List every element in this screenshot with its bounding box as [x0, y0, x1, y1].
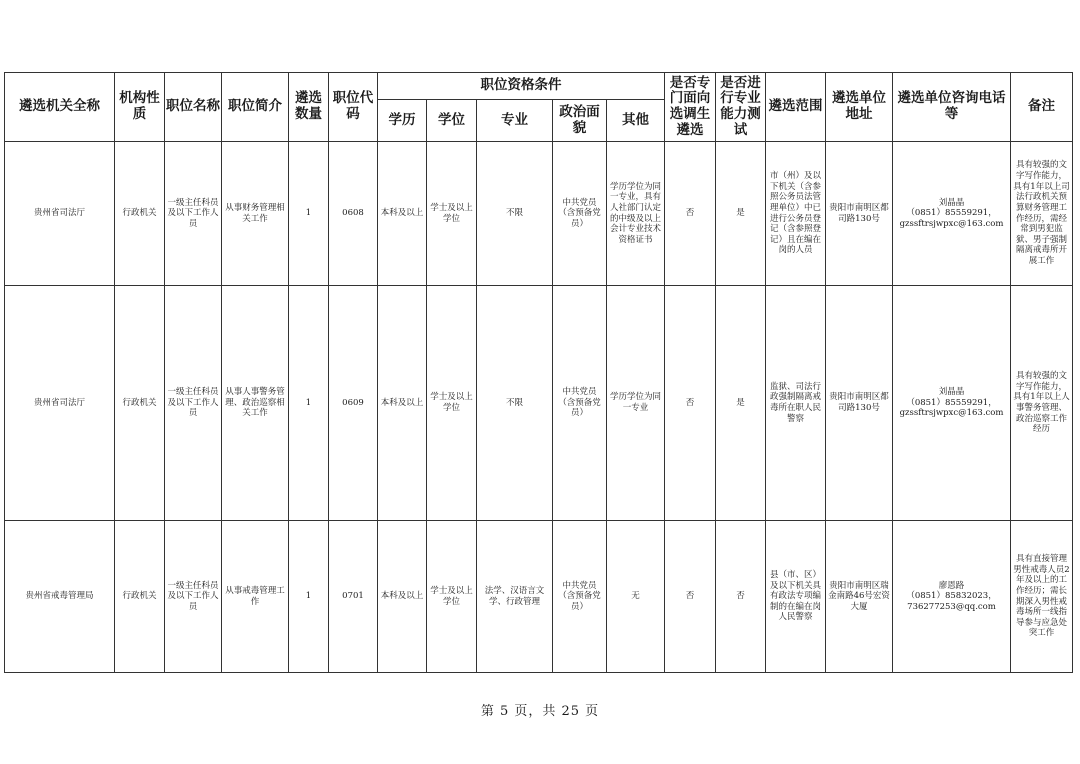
cell-nature: 行政机关: [115, 521, 165, 673]
header-political: 政治面貌: [553, 100, 607, 142]
cell-org: 贵州省司法厅: [5, 286, 115, 521]
cell-count: 1: [289, 286, 329, 521]
cell-test: 是: [716, 286, 766, 521]
contact-email: 736277253@qq.com: [907, 601, 996, 612]
contact-phone: （0851）85559291，: [906, 397, 997, 408]
cell-code: 0609: [329, 286, 378, 521]
cell-phone: [893, 286, 1011, 521]
header-degree: 学位: [427, 100, 477, 142]
cell-scope: 市（州）及以下机关（含参照公务员法管理单位）中已进行公务员登记（含参照登记）且在编在岗的人员: [766, 142, 826, 286]
cell-special: 否: [665, 142, 716, 286]
cell-test: 否: [716, 521, 766, 673]
contact-email: gzssftrsjwpxc@163.com: [899, 218, 1004, 229]
header-remark: 备注: [1011, 73, 1073, 142]
header-address: 遴选单位地址: [826, 73, 893, 142]
cell-code: 0701: [329, 521, 378, 673]
header-phone: 遴选单位咨询电话等: [893, 73, 1011, 142]
cell-code: 0608: [329, 142, 378, 286]
cell-political: 中共党员（含预备党员）: [553, 286, 607, 521]
cell-special: 否: [665, 286, 716, 521]
cell-edu: 本科及以上: [378, 142, 427, 286]
cell-intro: 从事戒毒管理工作: [222, 521, 289, 673]
cell-address: 贵阳市南明区瑞金南路46号宏资大厦: [826, 521, 893, 673]
header-title: 职位名称: [165, 73, 222, 142]
table-row: [5, 142, 1073, 286]
contact-name: 刘晶晶: [938, 387, 965, 398]
cell-remark: 具有直接管理男性戒毒人员2年及以上的工作经历；需长期深入男性戒毒场所一线指导参与应急处突工作: [1011, 521, 1073, 673]
header-qualifications: 职位资格条件: [378, 73, 665, 100]
cell-address: 贵阳市南明区都司路130号: [826, 142, 893, 286]
contact-phone: （0851）85559291，: [906, 208, 997, 219]
cell-title: 一级主任科员及以下工作人员: [165, 142, 222, 286]
header-test: 是否进行专业能力测试: [716, 73, 766, 142]
header-intro: 职位简介: [222, 73, 289, 142]
cell-edu: 本科及以上: [378, 521, 427, 673]
cell-nature: 行政机关: [115, 142, 165, 286]
header-edu: 学历: [378, 100, 427, 142]
cell-phone: [893, 521, 1011, 673]
contact-name: 刘晶晶: [938, 197, 965, 208]
table-row: [5, 521, 1073, 673]
cell-scope: 监狱、司法行政强制隔离戒毒所在职人民警察: [766, 286, 826, 521]
cell-degree: 学士及以上学位: [427, 286, 477, 521]
contact-email: gzssftrsjwpxc@163.com: [899, 408, 1004, 419]
cell-edu: 本科及以上: [378, 286, 427, 521]
header-major: 专业: [477, 100, 553, 142]
cell-count: 1: [289, 521, 329, 673]
cell-special: 否: [665, 521, 716, 673]
cell-political: 中共党员（含预备党员）: [553, 521, 607, 673]
cell-scope: 县（市、区）及以下机关具有政法专项编制的在编在岗人民警察: [766, 521, 826, 673]
cell-major: 不限: [477, 142, 553, 286]
cell-test: 是: [716, 142, 766, 286]
header-other: 其他: [607, 100, 665, 142]
cell-address: 贵阳市南明区都司路130号: [826, 286, 893, 521]
cell-other: 无: [607, 521, 665, 673]
cell-degree: 学士及以上学位: [427, 142, 477, 286]
cell-major: 不限: [477, 286, 553, 521]
cell-count: 1: [289, 142, 329, 286]
cell-phone: [893, 142, 1011, 286]
header-special: 是否专门面向选调生遴选: [665, 73, 716, 142]
cell-remark: 具有较强的文字写作能力，具有1年以上司法行政机关预算财务管理工作经历，需经常到男犯监狱、男子强制隔离戒毒所开展工作: [1011, 142, 1073, 286]
page-footer: 第 5 页，共 25 页: [480, 704, 600, 719]
cell-nature: 行政机关: [115, 286, 165, 521]
cell-title: 一级主任科员及以下工作人员: [165, 521, 222, 673]
cell-remark: 具有较强的文字写作能力，具有1年以上人事警务管理、政治巡察工作经历: [1011, 286, 1073, 521]
header-scope: 遴选范围: [766, 73, 826, 142]
cell-other: 学历学位为同一专业，具有人社部门认定的中级及以上会计专业技术资格证书: [607, 142, 665, 286]
header-code: 职位代码: [329, 73, 378, 142]
cell-major: 法学、汉语言文学、行政管理: [477, 521, 553, 673]
recruitment-table: [4, 72, 1073, 673]
cell-degree: 学士及以上学位: [427, 521, 477, 673]
table-row: [5, 286, 1073, 521]
header-count: 遴选数量: [289, 73, 329, 142]
header-nature: 机构性质: [115, 73, 165, 142]
cell-org: 贵州省司法厅: [5, 142, 115, 286]
cell-title: 一级主任科员及以下工作人员: [165, 286, 222, 521]
contact-name: 廖恩路: [938, 580, 965, 591]
cell-intro: 从事财务管理相关工作: [222, 142, 289, 286]
cell-other: 学历学位为同一专业: [607, 286, 665, 521]
contact-phone: （0851）85832023，: [906, 591, 997, 602]
header-org: 遴选机关全称: [5, 73, 115, 142]
cell-intro: 从事人事警务管理、政治巡察相关工作: [222, 286, 289, 521]
cell-org: 贵州省戒毒管理局: [5, 521, 115, 673]
cell-political: 中共党员（含预备党员）: [553, 142, 607, 286]
